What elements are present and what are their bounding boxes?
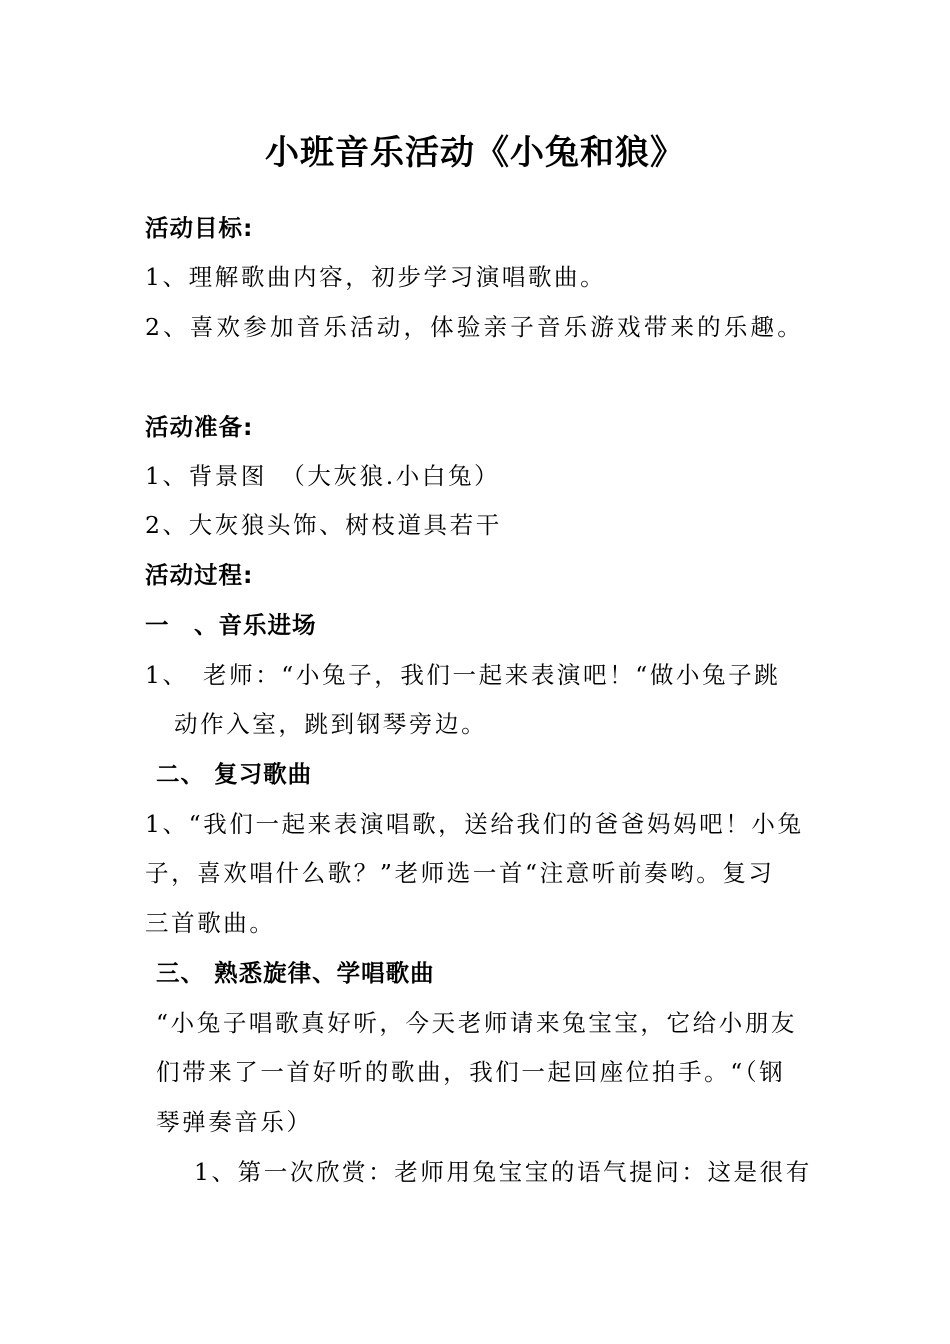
goals-item-2: 2、喜欢参加音乐活动，体验亲子音乐游戏带来的乐趣。 [145, 313, 804, 341]
process-heading: 活动过程: [145, 561, 254, 589]
section-3-paragraph-line-3: 琴弹奏音乐） [156, 1108, 313, 1136]
section-3-item-1-line-1: 1、第一次欣赏：老师用兔宝宝的语气提问：这是很有 [194, 1158, 812, 1186]
section-2-item-1-line-2: 子，喜欢唱什么歌？”老师选一首“注意听前奏哟。复习 [145, 859, 775, 887]
page-title: 小班音乐活动《小兔和狼》 [265, 133, 685, 173]
section-1-item-1-line-1: 1、 老师：“小兔子，我们一起来表演吧！“做小兔子跳 [145, 661, 781, 689]
section-1-item-1-line-2: 动作入室，跳到钢琴旁边。 [174, 710, 488, 738]
prep-heading: 活动准备: [145, 413, 254, 441]
goals-heading: 活动目标: [145, 214, 254, 242]
section-3-paragraph-line-2: 们带来了一首好听的歌曲，我们一起回座位拍手。“（钢 [156, 1058, 786, 1086]
prep-item-1: 1、背景图 （大灰狼.小白兔） [145, 462, 501, 490]
goals-item-1: 1、理解歌曲内容，初步学习演唱歌曲。 [145, 263, 607, 291]
section-2-item-1-line-1: 1、“我们一起来表演唱歌，送给我们的爸爸妈妈吧！小兔 [145, 810, 804, 838]
section-2-heading: 二、 复习歌曲 [156, 760, 313, 788]
section-2-item-1-line-3: 三首歌曲。 [145, 909, 276, 937]
section-3-heading: 三、 熟悉旋律、学唱歌曲 [156, 959, 435, 987]
section-1-heading: 一 、音乐进场 [145, 611, 317, 639]
section-3-paragraph-line-1: “小兔子唱歌真好听，今天老师请来兔宝宝，它给小朋友 [156, 1009, 798, 1037]
prep-item-2: 2、大灰狼头饰、树枝道具若干 [145, 511, 502, 539]
